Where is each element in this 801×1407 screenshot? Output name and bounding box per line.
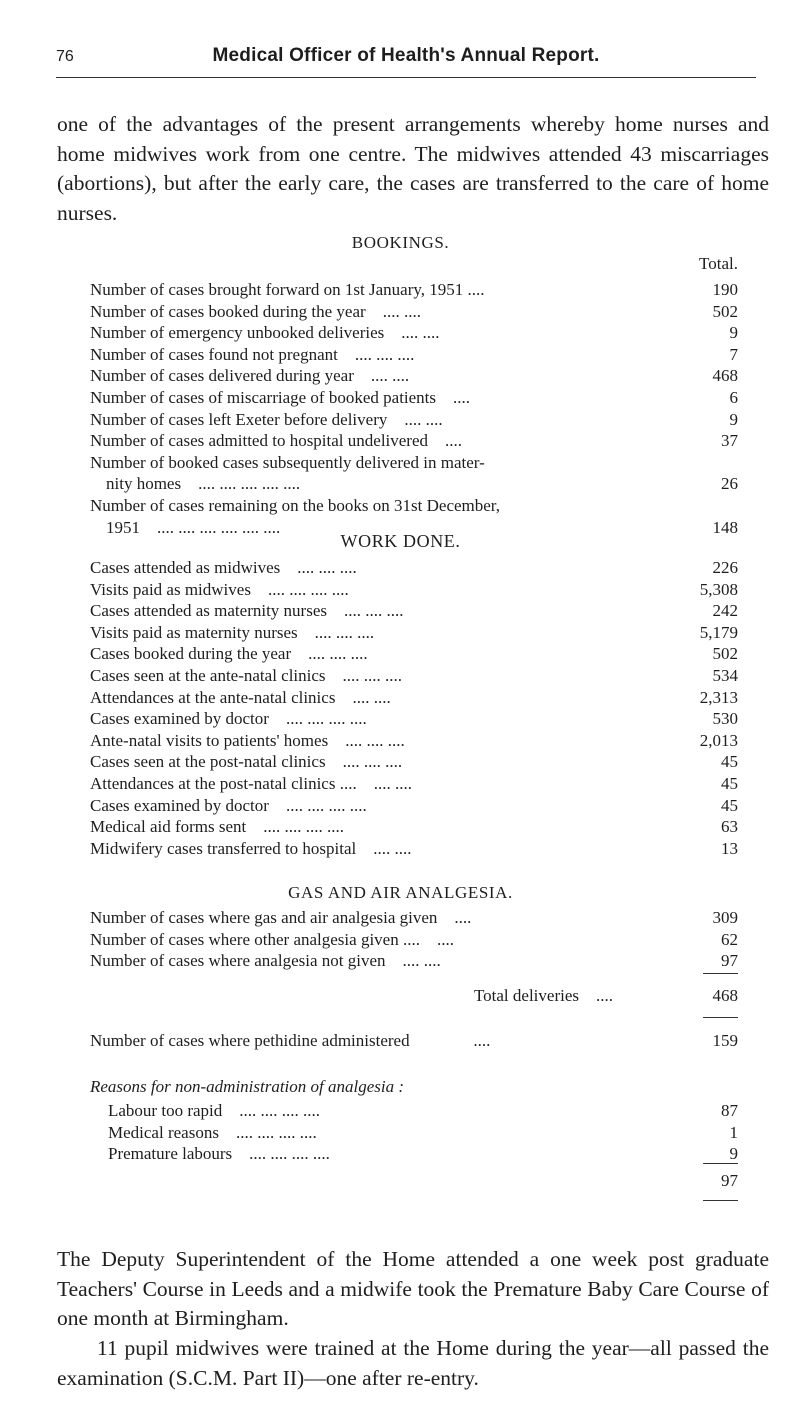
row-label: Visits paid as midwives xyxy=(90,579,251,599)
row-label: Number of cases where other analgesia given .... xyxy=(90,929,420,949)
leader-dots: .... .... .... .... .... xyxy=(198,474,301,494)
leader-dots: .... .... .... .... xyxy=(285,709,367,729)
work-done-row xyxy=(90,817,738,837)
row-value: 63 xyxy=(721,817,738,837)
reasons-total-row xyxy=(90,1171,738,1191)
row-label: 1951 xyxy=(106,517,140,537)
row-label: Cases examined by doctor xyxy=(90,795,269,815)
leader-dots: .... .... xyxy=(370,366,410,386)
row-value: 45 xyxy=(721,752,738,772)
row-value: 37 xyxy=(721,431,738,451)
leader-dots: .... .... .... .... xyxy=(239,1101,320,1120)
row-value: 468 xyxy=(712,366,738,386)
row-value: 530 xyxy=(712,709,738,729)
sum-rule xyxy=(703,1200,738,1201)
leader-dots: .... .... .... .... xyxy=(267,579,349,599)
reason-row xyxy=(90,1123,738,1143)
work-done-row xyxy=(90,731,738,751)
row-label: Attendances at the ante-natal clinics xyxy=(90,687,336,707)
row-label: Labour too rapid xyxy=(108,1101,223,1120)
row-label: Cases seen at the post-natal clinics xyxy=(90,752,326,772)
leader-dots: .... .... .... .... xyxy=(235,1122,317,1142)
row-label: Number of cases remaining on the books on 31st December, xyxy=(90,496,501,515)
leader-dots: .... xyxy=(445,431,463,451)
page-header xyxy=(56,45,756,78)
pethidine-label: Number of cases where pethidine administered xyxy=(90,1031,410,1050)
intro-paragraph: one of the advantages of the present arrangements whereby home nurses and home midwives work from one centre. The midwives attended 43 miscarriages (abortions), but after the early care, the cases are transferred to the care of home nurses. xyxy=(57,112,769,225)
row-value: 5,308 xyxy=(699,579,738,599)
row-label: Number of cases booked during the year xyxy=(90,301,366,321)
sum-rule xyxy=(703,1163,738,1164)
leader-dots: .... xyxy=(454,908,472,927)
work-done-row xyxy=(90,796,738,816)
leader-dots: .... .... .... .... xyxy=(285,795,367,815)
header-rule xyxy=(56,77,756,78)
running-title: Medical Officer of Health's Annual Report. xyxy=(212,45,600,66)
row-label: Cases booked during the year xyxy=(90,644,292,664)
leader-dots: .... .... .... xyxy=(297,558,357,577)
row-label: Cases attended as midwives xyxy=(90,558,281,577)
row-value: 309 xyxy=(712,908,738,927)
total-deliveries-value: 468 xyxy=(712,986,738,1005)
leader-dots: .... .... .... xyxy=(342,752,403,772)
row-value: 13 xyxy=(721,838,738,858)
gas-air-row xyxy=(90,930,738,950)
row-value: 45 xyxy=(721,774,738,793)
leader-dots: .... .... xyxy=(402,951,441,971)
total-deliveries-label: Total deliveries xyxy=(473,986,579,1005)
work-done-row xyxy=(90,644,738,664)
row-label: Number of cases admitted to hospital undelivered xyxy=(90,431,429,451)
leader-dots: .... .... xyxy=(373,838,412,858)
leader-dots: .... .... .... xyxy=(344,601,404,621)
gas-air-heading: GAS AND AIR ANALGESIA. xyxy=(288,883,513,902)
row-value: 87 xyxy=(721,1101,738,1120)
row-value: 1 xyxy=(729,1122,738,1142)
total-column-heading: Total. xyxy=(699,254,738,273)
closing-paragraph-2: 11 pupil midwives were trained at the Home during the year—all passed the examination (S.C.M. Part II)—one after re-entry. xyxy=(57,1336,769,1390)
reasons-total-value: 97 xyxy=(721,1171,738,1190)
leader-dots: .... .... .... xyxy=(308,644,368,664)
leader-dots: .... .... xyxy=(352,687,391,707)
leader-dots: .... .... .... xyxy=(342,666,403,685)
leader-dots: .... .... xyxy=(373,774,412,793)
row-label: Number of emergency unbooked deliveries xyxy=(90,323,385,343)
leader-dots: .... xyxy=(436,929,454,949)
leader-dots: .... .... .... xyxy=(345,730,405,750)
row-label: Medical reasons xyxy=(108,1122,219,1142)
leader-dots: .... xyxy=(596,986,613,1005)
leader-dots: .... .... xyxy=(404,409,443,429)
work-done-heading: WORK DONE. xyxy=(340,531,461,551)
bookings-row xyxy=(90,410,738,430)
work-done-row xyxy=(90,601,738,621)
row-value: 9 xyxy=(729,1144,738,1164)
row-value: 534 xyxy=(712,666,738,685)
row-value: 45 xyxy=(721,795,738,815)
row-label: Number of cases where analgesia not given xyxy=(90,951,386,971)
work-done-row xyxy=(90,623,738,643)
leader-dots: .... .... .... .... .... .... xyxy=(157,517,281,537)
row-value: 2,013 xyxy=(699,730,738,750)
row-label: Number of cases brought forward on 1st January, 1951 .... xyxy=(90,280,485,299)
gas-air-row xyxy=(90,908,738,928)
row-label: Number of booked cases subsequently delivered in mater- xyxy=(90,452,485,472)
row-value: 7 xyxy=(729,344,738,364)
bookings-row xyxy=(90,366,738,386)
leader-dots: .... .... xyxy=(401,323,440,343)
work-done-row xyxy=(90,752,738,772)
reason-row xyxy=(90,1101,738,1121)
leader-dots: .... .... .... xyxy=(314,622,375,642)
row-label: Cases attended as maternity nurses xyxy=(90,601,327,621)
work-done-row xyxy=(90,709,738,729)
bookings-row xyxy=(90,453,738,473)
leader-dots: .... .... .... .... xyxy=(263,817,345,837)
sum-rule xyxy=(703,973,738,974)
page-number: 76 xyxy=(56,48,74,65)
row-label: Medical aid forms sent xyxy=(90,817,247,837)
leader-dots: .... .... .... .... xyxy=(249,1144,330,1164)
row-value: 148 xyxy=(712,517,738,537)
gas-air-row xyxy=(90,951,738,971)
reasons-heading: Reasons for non-administration of analgesia : xyxy=(90,1077,405,1096)
pethidine-row xyxy=(90,1031,738,1051)
row-label: Cases seen at the ante-natal clinics xyxy=(90,666,326,685)
row-value: 502 xyxy=(712,644,738,664)
row-value: 190 xyxy=(712,280,738,299)
row-label: Number of cases where gas and air analgesia given xyxy=(90,908,438,927)
row-value: 5,179 xyxy=(699,622,738,642)
work-done-row xyxy=(90,580,738,600)
bookings-heading: BOOKINGS. xyxy=(351,233,450,252)
total-deliveries-row xyxy=(90,986,738,1006)
bookings-row xyxy=(90,302,738,322)
row-label: Ante-natal visits to patients' homes xyxy=(90,730,329,750)
row-value: 26 xyxy=(721,474,738,494)
row-label: Number of cases of miscarriage of booked patients xyxy=(90,388,437,407)
row-value: 502 xyxy=(712,301,738,321)
row-value: 6 xyxy=(729,388,738,407)
pethidine-value: 159 xyxy=(712,1031,738,1050)
bookings-row xyxy=(90,388,738,408)
row-value: 62 xyxy=(721,929,738,949)
row-label: Midwifery cases transferred to hospital xyxy=(90,838,357,858)
row-label: nity homes xyxy=(106,474,182,494)
leader-dots: .... xyxy=(473,1031,491,1050)
reason-row xyxy=(90,1144,738,1164)
row-value: 9 xyxy=(729,323,738,343)
bookings-row xyxy=(90,280,738,300)
row-label: Cases examined by doctor xyxy=(90,709,269,729)
work-done-row xyxy=(90,774,738,794)
row-value: 2,313 xyxy=(699,687,738,707)
row-label: Visits paid as maternity nurses xyxy=(90,622,298,642)
work-done-row xyxy=(90,558,738,578)
bookings-row xyxy=(90,323,738,343)
closing-paragraph-1: The Deputy Superintendent of the Home attended a one week post graduate Teachers' Course in Leeds and a midwife took the Premature Baby Care Course of one month at Birmingham. xyxy=(57,1247,769,1330)
leader-dots: .... .... xyxy=(382,301,421,321)
row-value: 226 xyxy=(712,558,738,577)
leader-dots: .... xyxy=(453,388,471,407)
row-label: Number of cases delivered during year xyxy=(90,366,354,386)
bookings-row xyxy=(90,431,738,451)
bookings-row xyxy=(90,474,738,494)
sum-rule xyxy=(703,1017,738,1018)
bookings-row xyxy=(90,496,738,516)
row-label: Number of cases found not pregnant xyxy=(90,344,338,364)
work-done-row xyxy=(90,688,738,708)
leader-dots: .... .... .... xyxy=(354,344,415,364)
row-value: 9 xyxy=(729,409,738,429)
row-value: 242 xyxy=(712,601,738,621)
row-value: 97 xyxy=(721,951,738,971)
work-done-row xyxy=(90,666,738,686)
bookings-row xyxy=(90,345,738,365)
row-label: Attendances at the post-natal clinics .... xyxy=(90,774,357,793)
work-done-row xyxy=(90,839,738,859)
row-label: Number of cases left Exeter before delivery xyxy=(90,409,388,429)
row-label: Premature labours xyxy=(108,1144,233,1164)
